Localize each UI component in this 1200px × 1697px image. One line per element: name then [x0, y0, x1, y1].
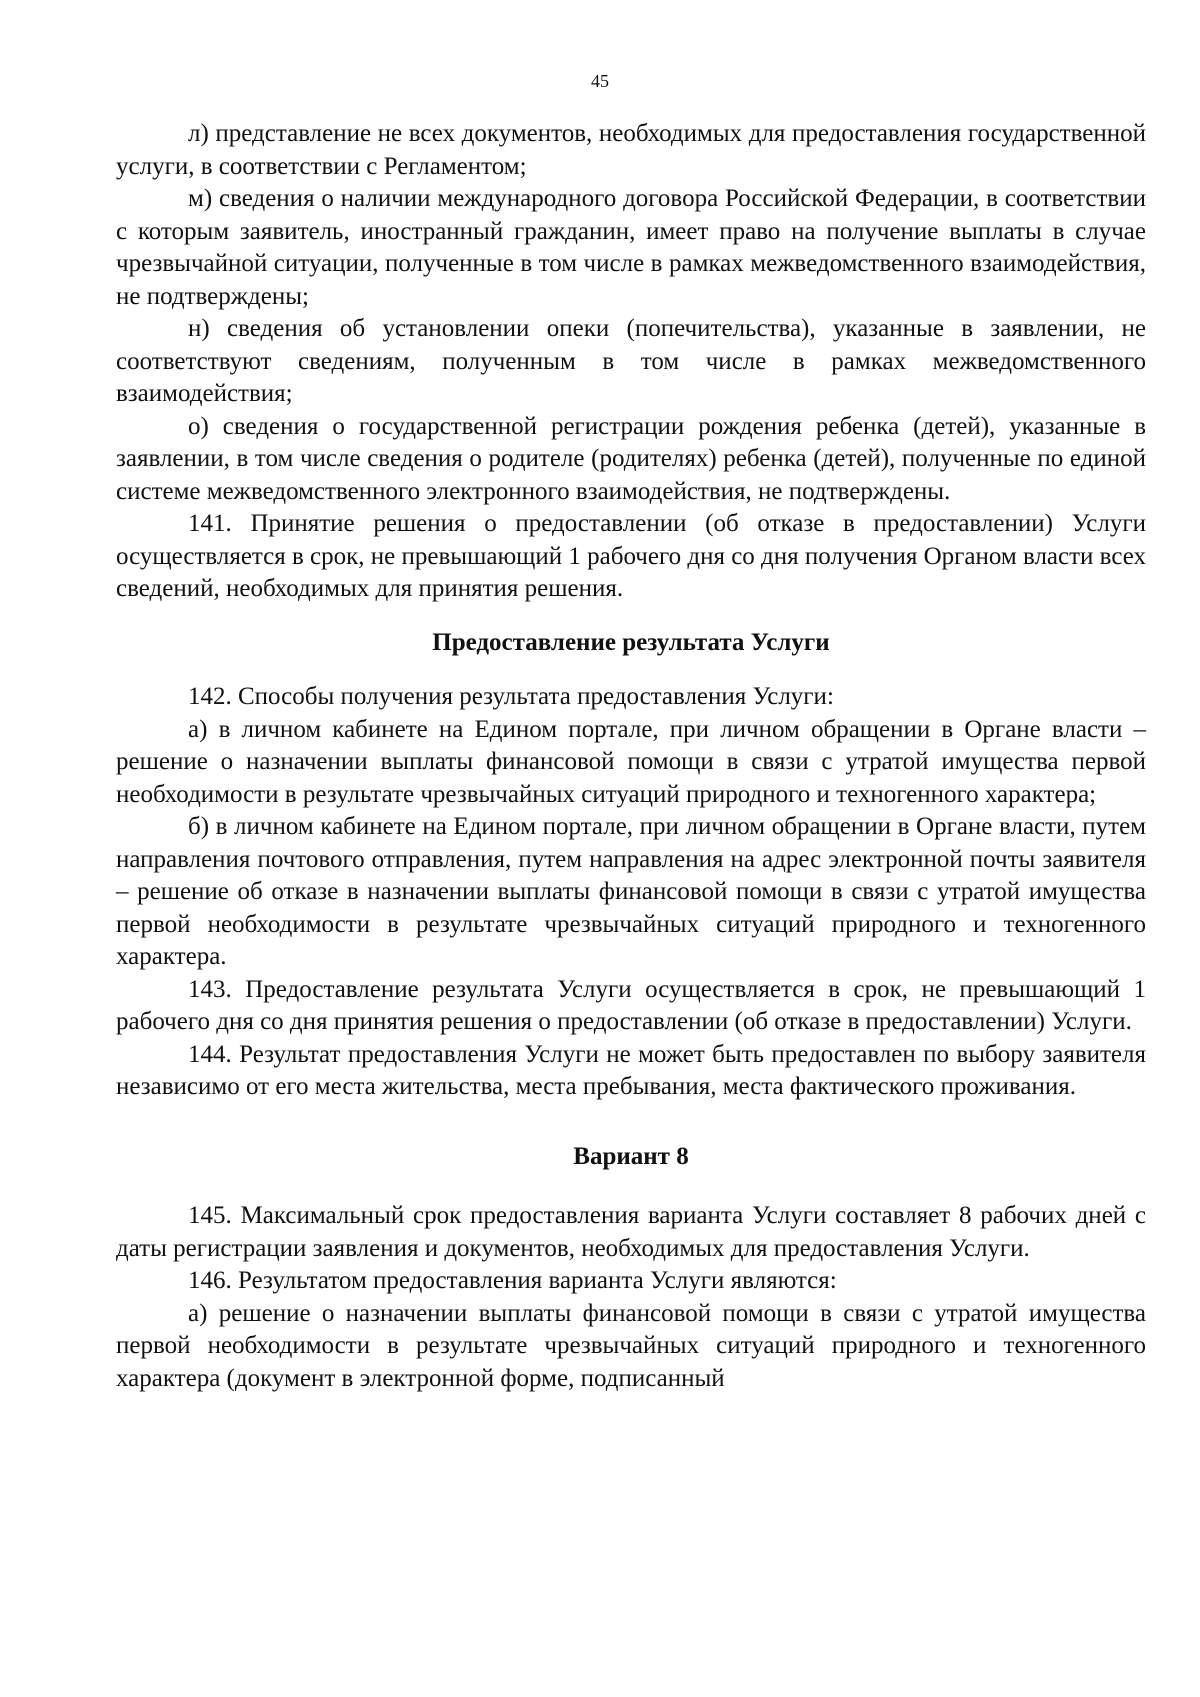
- paragraph-141: [116, 508, 1146, 606]
- paragraph-144: [116, 1039, 1146, 1104]
- paragraph-text: представление не всех документов, необходимых для предоставления государственной услуги, в соответствии с Регламентом;: [116, 120, 1146, 180]
- clause-number: 141.: [188, 510, 232, 537]
- list-marker: а): [188, 715, 208, 743]
- paragraph-text: решение о назначении выплаты финансовой помощи в связи с утратой имущества первой необходимости в результате чрезвычайных ситуаций природного и техногенного характера (документ в электронной форме, подписанный: [116, 1299, 1147, 1392]
- paragraph-text: Способы получения результата предоставления Услуги:: [238, 683, 834, 710]
- paragraph-142-a: [116, 714, 1146, 812]
- paragraph-145: [116, 1200, 1146, 1265]
- paragraph-text: сведения о наличии международного договора Российской Федерации, в соответствии с которым заявитель, иностранный гражданин, имеет право на получение выплаты в случае чрезвычайной ситуации, полученные в том числе в рамках межведомственного взаимодействия, не подтверждены;: [116, 185, 1146, 310]
- clause-number: 143.: [188, 975, 232, 1003]
- list-marker: л): [188, 120, 209, 147]
- paragraph-143: [116, 974, 1146, 1039]
- paragraph-text: Результатом предоставления варианта Услуги являются:: [238, 1267, 837, 1294]
- paragraph-146-a: [116, 1298, 1146, 1396]
- section-heading-variant-8: Вариант 8: [573, 1142, 689, 1170]
- clause-number: 144.: [188, 1040, 232, 1068]
- document-body: [116, 118, 1146, 1395]
- paragraph-text: в личном кабинете на Едином портале, при личном обращении в Органе власти – решение о назначении выплаты финансовой помощи в связи с утратой имущества первой необходимости в результате чрезвычайных ситуаций природного и техногенного характера;: [116, 715, 1146, 808]
- paragraph-text: Результат предоставления Услуги не может быть предоставлен по выбору заявителя независимо от его места жительства, места пребывания, места фактического проживания.: [116, 1040, 1146, 1100]
- paragraph-m: [116, 183, 1146, 313]
- list-marker: м): [188, 185, 213, 212]
- list-marker: н): [188, 315, 210, 342]
- paragraph-142-b: [116, 811, 1146, 974]
- page-number: 45: [591, 71, 609, 91]
- paragraph-o: [116, 411, 1146, 509]
- clause-number: 146.: [188, 1267, 232, 1294]
- clause-number: 145.: [188, 1202, 232, 1229]
- paragraph-n: [116, 313, 1146, 411]
- paragraph-text: в личном кабинете на Едином портале, при личном обращении в Органе власти, путем направления почтового отправления, путем направления на адрес электронной почты заявителя – решение об отказе в назначении выплаты финансовой помощи в связи с утратой имущества первой необходимости в результате чрезвычайных ситуаций природного и техногенного характера.: [116, 813, 1147, 970]
- paragraph-text: Максимальный срок предоставления варианта Услуги составляет 8 рабочих дней с даты регистрации заявления и документов, необходимых для предоставления Услуги.: [116, 1202, 1147, 1262]
- list-marker: а): [188, 1299, 208, 1327]
- list-marker: о): [188, 412, 209, 440]
- paragraph-text: Принятие решения о предоставлении (об отказе в предоставлении) Услуги осуществляется в срок, не превышающий 1 рабочего дня со дня получения Органом власти всех сведений, необходимых для принятия решения.: [116, 510, 1147, 602]
- paragraph-text: сведения об установлении опеки (попечительства), указанные в заявлении, не соответствуют сведениям, полученным в том числе в рамках межведомственного взаимодействия;: [116, 315, 1147, 407]
- paragraph-text: сведения о государственной регистрации рождения ребенка (детей), указанные в заявлении, в том числе сведения о родителе (родителях) ребенка (детей), полученные по единой системе межведомственного электронного взаимодействия, не подтверждены.: [116, 412, 1147, 505]
- list-marker: б): [188, 813, 210, 840]
- paragraph-l: [116, 118, 1146, 183]
- paragraph-text: Предоставление результата Услуги осуществляется в срок, не превышающий 1 рабочего дня со дня принятия решения о предоставлении (об отказе в предоставлении) Услуги.: [116, 975, 1147, 1035]
- paragraph-146: [116, 1265, 1146, 1298]
- section-heading-result: Предоставление результата Услуги: [432, 628, 830, 656]
- clause-number: 142.: [188, 683, 232, 710]
- paragraph-142: [116, 681, 1146, 714]
